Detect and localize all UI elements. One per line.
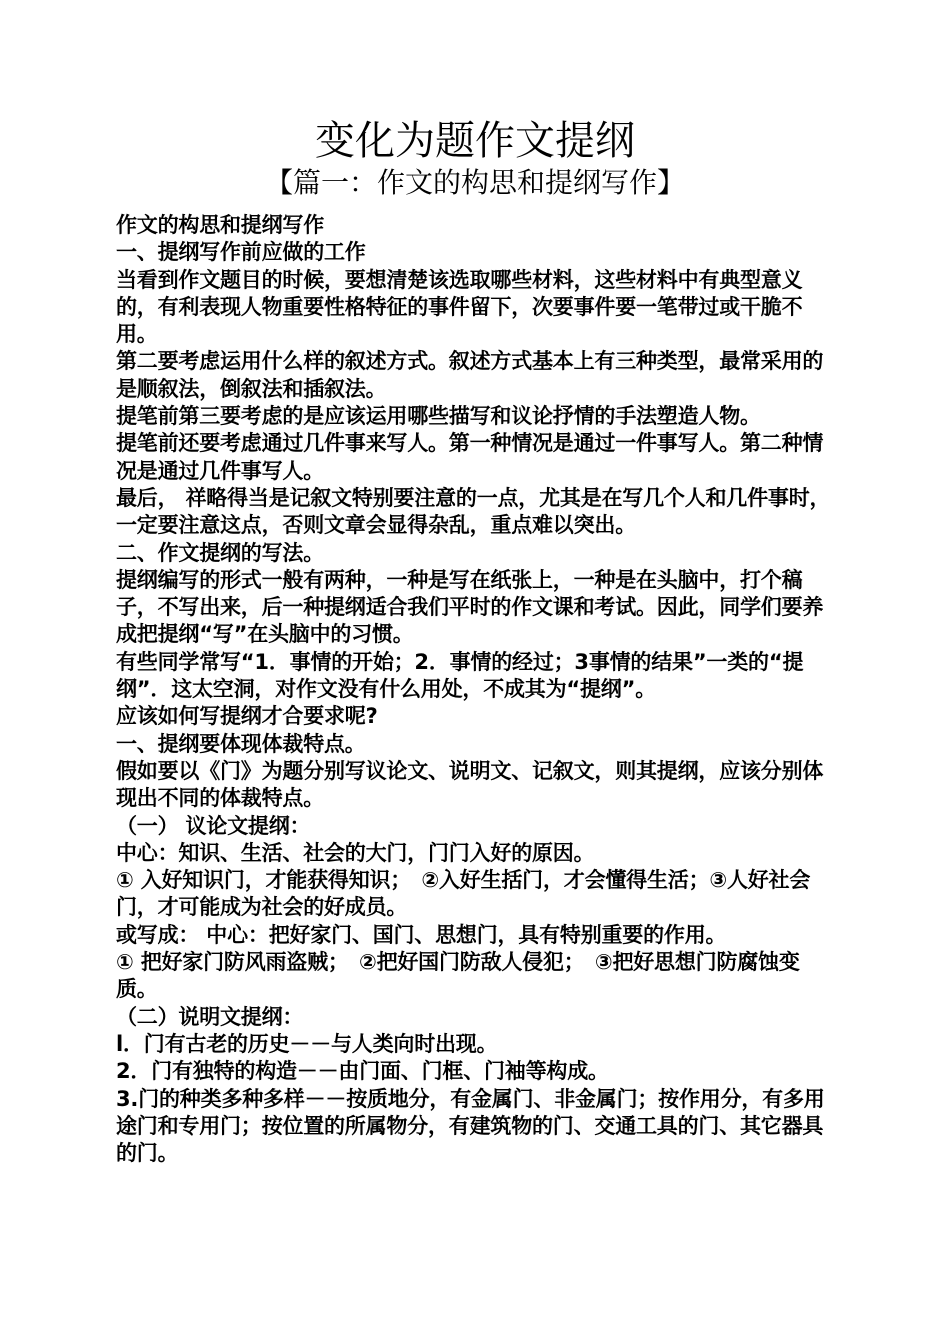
paragraph: 应该如何写提纲才合要求呢?: [116, 704, 378, 729]
paragraph: 假如要以《门》为题分别写议论文、说明文、记叙文，则其提纲，应该分别体现出不同的体裁特点。: [116, 758, 824, 811]
paragraph: 当看到作文题目的时候，要想清楚该选取哪些材料，这些材料中有典型意义的，有利表现人物重要性格特征的事件留下，次要事件要一笔带过或干脆不用。: [116, 267, 803, 347]
paragraph: ① 把好家门防风雨盗贼； ②把好国门防敌人侵犯； ③把好思想门防腐蚀变质。: [116, 950, 800, 1002]
paragraph: 提笔前第三要考虑的是应该运用哪些描写和议论抒情的手法塑造人物。: [116, 404, 761, 429]
section-heading: 一、提纲写作前应做的工作: [116, 240, 366, 265]
list-item: 3.门的种类多种多样－－按质地分，有金属门、非金属门；按作用分，有多用途门和专用门；按位置的所属物分，有建筑物的门、交通工具的门、其它器具的门。: [116, 1086, 825, 1166]
paragraph: 或写成： 中心：把好家门、国门、思想门，具有特别重要的作用。: [116, 922, 727, 947]
document-subtitle: 【篇一：作文的构思和提纲写作】: [264, 166, 685, 199]
document-title: 变化为题作文提纲: [315, 118, 635, 164]
paragraph: 提笔前还要考虑通过几件事来写人。第一种情况是通过一件事写人。第二种情况是通过几件事写人。: [116, 431, 824, 483]
paragraph: 最后， 祥略得当是记叙文特别要注意的一点，尤其是在写几个人和几件事时，一定要注意这点，否则文章会显得杂乱，重点难以突出。: [116, 485, 831, 538]
paragraph: 第二要考虑运用什么样的叙述方式。叙述方式基本上有三种类型，最常采用的是顺叙法，倒叙法和插叙法。: [116, 349, 824, 401]
paragraph: 提纲编写的形式一般有两种，一种是写在纸张上，一种是在头脑中，打个稿子，不写出来，后一种提纲适合我们平时的作文课和考试。因此，同学们要养成把提纲“写”在头脑中的习惯。: [116, 567, 824, 647]
document-body: [116, 212, 838, 1167]
section-heading: 作文的构思和提纲写作: [116, 213, 324, 237]
list-item: l．门有古老的历史－－与人类向时出现。: [116, 1031, 498, 1056]
subsection-heading: （一） 议论文提纲：: [116, 813, 311, 838]
list-item: 2．门有独特的构造－－由门面、门框、门袖等构成。: [116, 1059, 609, 1084]
paragraph: 有些同学常写“1．事情的开始；2．事情的经过；3事情的结果”一类的“提纲”．这太空洞，对作文没有什么用处，不成其为“提纲”。: [116, 649, 804, 702]
section-heading: 二、作文提纲的写法。: [116, 540, 324, 565]
paragraph: ① 入好知识门，才能获得知识； ②入好生括门，才会懂得生活；③人好社会门，才可能成为社会的好成员。: [116, 868, 811, 920]
paragraph: 中心：知识、生活、社会的大门，门门入好的原因。: [116, 840, 595, 865]
subsection-heading: （二）说明文提纲：: [116, 1004, 304, 1029]
section-heading: 一、提纲要体现体裁特点。: [116, 731, 366, 756]
